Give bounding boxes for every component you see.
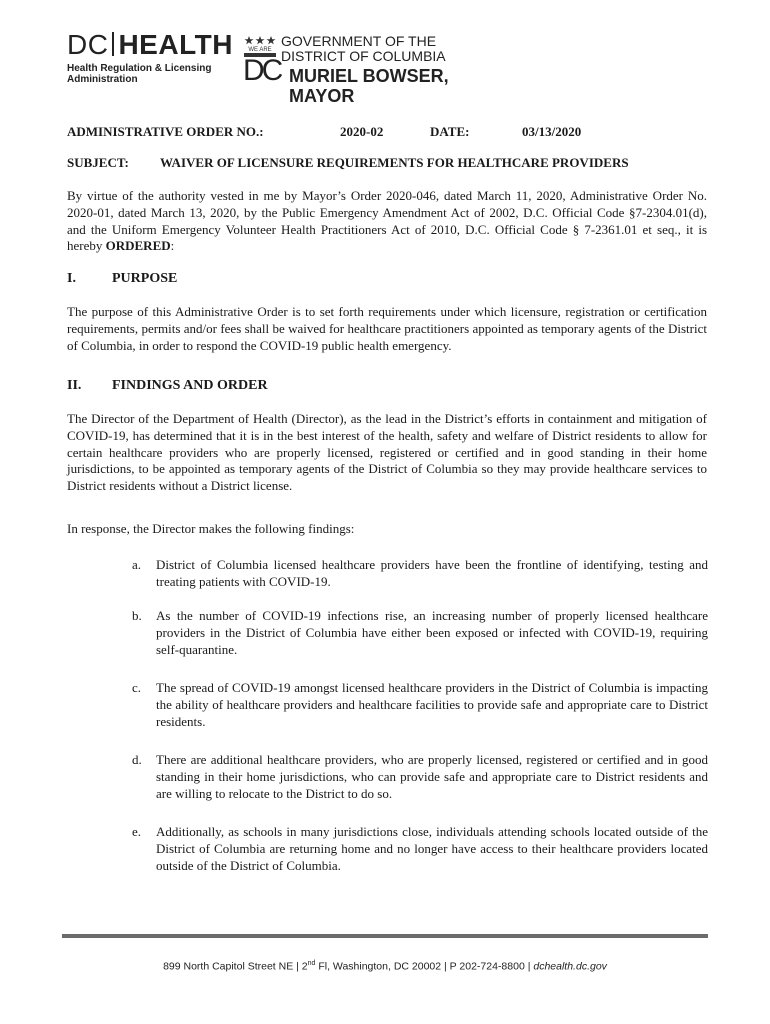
- ordered-word: ORDERED: [105, 238, 171, 254]
- footer-city: Fl, Washington, DC 20002 |: [315, 960, 447, 973]
- list-item-letter: e.: [132, 824, 142, 839]
- dc-health-logo: [67, 30, 233, 85]
- section-title: PURPOSE: [112, 271, 178, 286]
- section-number: I.: [67, 271, 76, 286]
- dc-health-wordmark: [67, 30, 233, 60]
- health-word: HEALTH: [118, 29, 233, 60]
- list-item-letter: c.: [132, 680, 142, 695]
- section-number: II.: [67, 378, 82, 393]
- footer-website-link[interactable]: dchealth.dc.gov: [533, 960, 607, 973]
- list-item: [132, 557, 708, 591]
- intro-text: By virtue of the authority vested in me by Mayor’s Order 2020-046, dated March 11, 2020, Administrative Order No. 2020-01, dated March 13, 2020, by the Public Emergency Amendment Act of 2002, D.C. Official Code §7-2304.01(d), and the Uniform Emergency Volunteer Health Practitioners Act of 2010, D.C. Official Code § 7-2361.01 et seq., it is hereby: [67, 188, 707, 254]
- intro-paragraph: [67, 188, 707, 255]
- findings-intro: In response, the Director makes the following findings:: [67, 521, 355, 536]
- dc-mark: DC: [243, 54, 281, 87]
- list-item-text: As the number of COVID-19 infections rise, an increasing number of properly licensed healthcare providers in the District of Columbia have either been exposed or infected with COVID-19, requiring self-quarantine.: [156, 608, 708, 657]
- government-logo: [243, 33, 513, 106]
- order-number: 2020-02: [340, 124, 384, 139]
- mayor-name: MURIEL BOWSER, MAYOR: [289, 66, 449, 106]
- subject-label: SUBJECT:: [67, 155, 129, 170]
- division-name: [67, 63, 233, 85]
- footer-address: [0, 957, 770, 974]
- dc-word: DC: [67, 29, 109, 60]
- list-item-text: Additionally, as schools in many jurisdictions close, individuals attending schools located outside of the District of Columbia are returning home and no longer have access to their healthcare providers located outside of the District of Columbia.: [156, 824, 708, 873]
- list-item: [132, 824, 708, 874]
- footer-street: 899 North Capitol Street NE | 2: [163, 960, 308, 973]
- order-date: 03/13/2020: [522, 124, 582, 139]
- footer-separator: |: [524, 960, 534, 973]
- list-item-letter: a.: [132, 557, 142, 572]
- purpose-paragraph: The purpose of this Administrative Order is to set forth requirements under which licensure, registration or certification requirements, permits and/or fees shall be waived for healthcare practitioners appointed as temporary agents of the District of Columbia, in order to respond the COVID-19 public health emergency.: [67, 304, 707, 353]
- findings-paragraph: The Director of the Department of Health (Director), as the lead in the District’s efforts in containment and mitigation of COVID-19, has determined that it is in the best interest of the health, safety and welfare of District residents to allow for certain healthcare providers who are properly licensed, registered or certified and in good standing in their home jurisdictions, to be appointed as temporary agents of the District of Columbia so they may provide healthcare services to District residents without a District license.: [67, 411, 707, 494]
- subject-text: WAIVER OF LICENSURE REQUIREMENTS FOR HEALTHCARE PROVIDERS: [160, 155, 629, 170]
- date-label: DATE:: [430, 124, 470, 139]
- list-item-text: District of Columbia licensed healthcare providers have been the frontline of identifying, testing and treating patients with COVID-19.: [156, 557, 708, 589]
- list-item: [132, 680, 708, 730]
- logo-divider: [112, 32, 114, 56]
- gov-line-1: GOVERNMENT OF THE: [281, 33, 437, 49]
- list-item-text: The spread of COVID-19 amongst licensed healthcare providers in the District of Columbia is impacting the ability of healthcare providers and healthcare facilities to provide safe and appropriate care to District residents.: [156, 680, 708, 729]
- section-title: FINDINGS AND ORDER: [112, 378, 268, 393]
- intro-colon: :: [170, 238, 175, 254]
- flag-text: WE ARE: [248, 47, 272, 53]
- list-item-letter: b.: [132, 608, 142, 623]
- footer-divider: [62, 934, 708, 938]
- list-item-text: There are additional healthcare providers, who are properly licensed, registered or certified and in good standing in their home jurisdictions, who can provide safe and appropriate care to District residents and are willing to relocate to the District to do so.: [156, 752, 708, 801]
- list-item: [132, 608, 708, 658]
- division-line-2: Administration: [67, 74, 138, 85]
- division-line-1: Health Regulation & Licensing: [67, 63, 212, 74]
- gov-line-2: DISTRICT OF COLUMBIA: [281, 48, 446, 64]
- order-number-label: ADMINISTRATIVE ORDER NO.:: [67, 124, 264, 139]
- footer-phone-label: P: [446, 960, 460, 973]
- footer-phone: 202-724-8800: [459, 960, 525, 973]
- list-item-letter: d.: [132, 752, 142, 767]
- list-item: [132, 752, 708, 802]
- footer-sup: nd: [307, 960, 316, 967]
